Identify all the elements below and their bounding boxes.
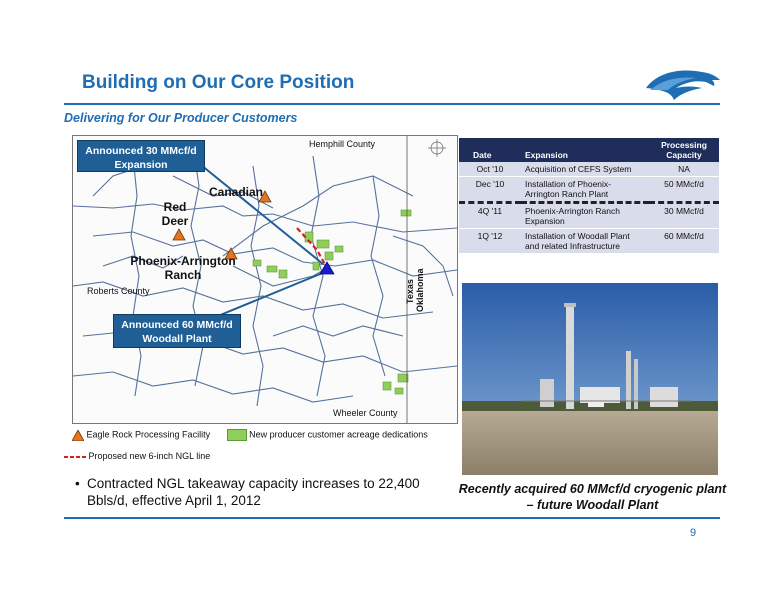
red-deer-label: Red Deer bbox=[161, 200, 189, 228]
cell-date: 1Q '12 bbox=[459, 229, 521, 254]
pipeline-map bbox=[72, 135, 458, 424]
page-number: 9 bbox=[690, 527, 697, 539]
cell-expansion: Installation of Woodall Plant and related Infrastructure bbox=[521, 229, 649, 254]
callout-woodall-plant: Announced 60 MMcf/d Woodall Plant bbox=[113, 314, 241, 348]
header-date: Date bbox=[459, 138, 521, 162]
bullet-dot-icon: • bbox=[75, 476, 80, 491]
red-deer-facility-icon bbox=[173, 229, 185, 240]
legend-facility-label: Eagle Rock Processing Facility bbox=[86, 429, 211, 440]
cell-date: 4Q '11 bbox=[459, 203, 521, 229]
expansion-table bbox=[459, 138, 719, 254]
cell-capacity: 50 MMcf/d bbox=[649, 177, 719, 203]
header-capacity: Processing Capacity bbox=[649, 138, 719, 162]
table-row bbox=[459, 229, 719, 254]
header-rule bbox=[64, 103, 720, 105]
cell-capacity: 60 MMcf/d bbox=[649, 229, 719, 254]
header-expansion: Expansion bbox=[521, 138, 649, 162]
cell-capacity: NA bbox=[649, 162, 719, 177]
woodall-plant-photo bbox=[462, 283, 718, 475]
acreage-legend-swatch bbox=[227, 429, 247, 441]
legend-row-ngl bbox=[64, 451, 210, 461]
phoenix-arrington-ranch-label: Phoenix-Arrington Ranch bbox=[130, 254, 236, 282]
page-title: Building on Our Core Position bbox=[82, 72, 355, 93]
photo-caption: Recently acquired 60 MMcf/d cryogenic plant – future Woodall Plant bbox=[458, 482, 727, 512]
cell-capacity: 30 MMcf/d bbox=[649, 203, 719, 229]
cell-date: Oct '10 bbox=[459, 162, 521, 177]
bullet-text: Contracted NGL takeaway capacity increases to 22,400 Bbls/d, effective April 1, 2012 bbox=[87, 476, 420, 508]
page-subtitle: Delivering for Our Producer Customers bbox=[64, 111, 298, 125]
bullet-ngl-capacity bbox=[75, 475, 457, 509]
eagle-logo-icon bbox=[640, 66, 724, 102]
table-row bbox=[459, 203, 719, 229]
wheeler-county-label: Wheeler County bbox=[333, 408, 398, 418]
canadian-label: Canadian bbox=[209, 185, 264, 199]
legend-row-facility-acreage bbox=[72, 429, 428, 441]
cell-expansion: Installation of Phoenix-Arrington Ranch Plant bbox=[521, 177, 649, 203]
roberts-county-label: Roberts County bbox=[87, 286, 150, 296]
footer-rule bbox=[64, 517, 720, 519]
ngl-line-legend-icon bbox=[64, 454, 86, 460]
facility-legend-icon bbox=[72, 430, 84, 441]
hemphill-county-label: Hemphill County bbox=[309, 139, 376, 149]
oklahoma-label: Oklahoma bbox=[415, 268, 425, 312]
texas-label: Texas bbox=[405, 279, 415, 304]
callout-30-mmcf-expansion: Announced 30 MMcf/d Expansion bbox=[77, 140, 205, 172]
legend-acreage-label: New producer customer acreage dedications bbox=[249, 429, 428, 440]
cell-date: Dec '10 bbox=[459, 177, 521, 203]
cell-expansion: Acquisition of CEFS System bbox=[521, 162, 649, 177]
table-row bbox=[459, 162, 719, 177]
table-row bbox=[459, 177, 719, 203]
table-header-row bbox=[459, 138, 719, 162]
cell-expansion: Phoenix-Arrington Ranch Expansion bbox=[521, 203, 649, 229]
legend-ngl-label: Proposed new 6-inch NGL line bbox=[88, 451, 211, 461]
